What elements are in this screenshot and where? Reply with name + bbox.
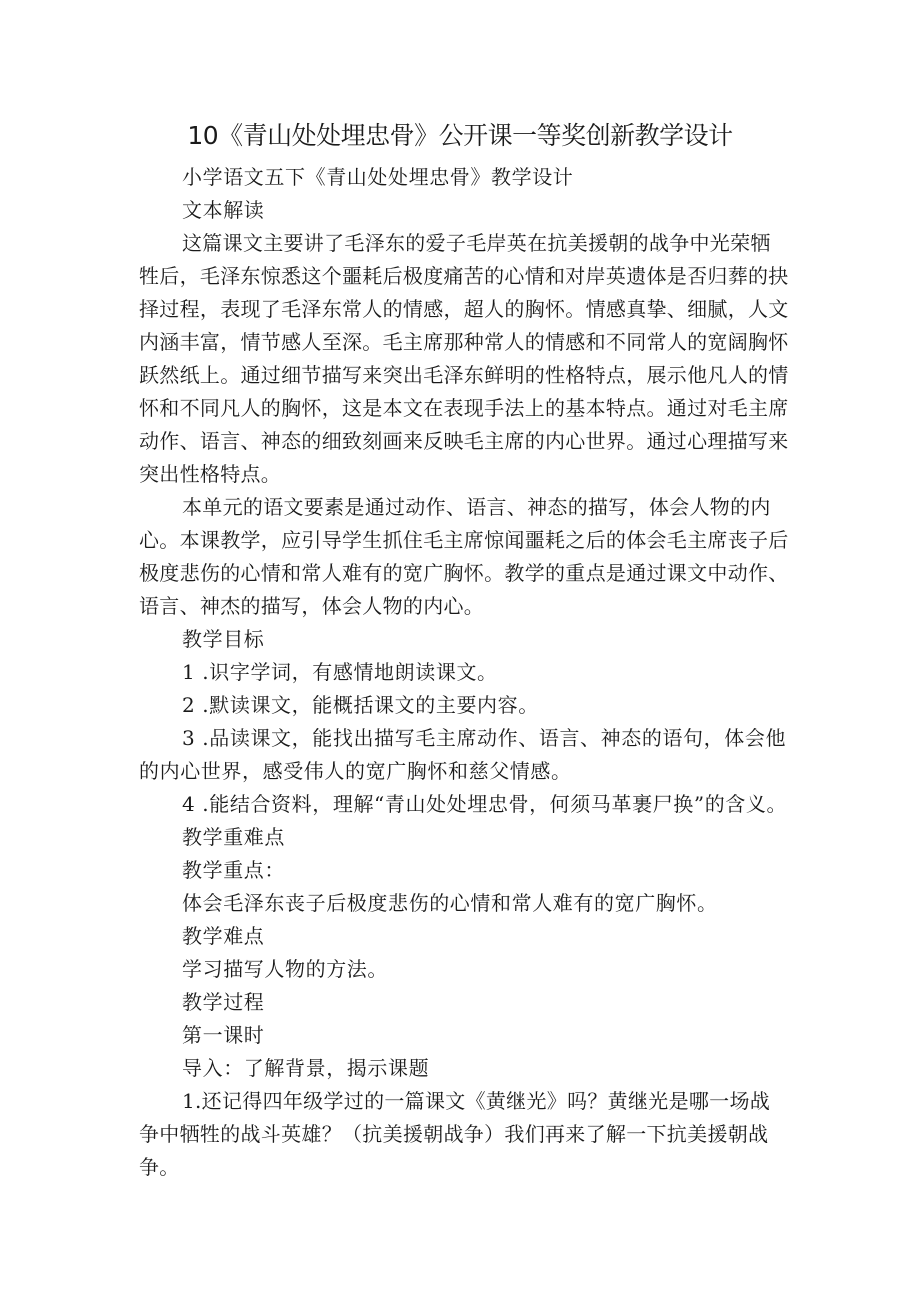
- section-heading-goals: 教学目标: [182, 627, 265, 651]
- section-heading-key-difficult: 教学重难点: [182, 825, 285, 849]
- difficult-points-text: 学习描写人物的方法。: [182, 957, 388, 981]
- key-points-label: 教学重点：: [182, 858, 285, 882]
- step-1-paragraph: 1.还记得四年级学过的一篇课文《黄继光》吗？黄继光是哪一场战争中牺牲的战斗英雄？（抗美援朝战争）我们再来了解一下抗美援朝战争。: [139, 1089, 771, 1179]
- goal-item-1: 1 .识字学词，有感情地朗读课文。: [182, 660, 498, 684]
- paragraph-text-analysis: 这篇课文主要讲了毛泽东的爱子毛岸英在抗美援朝的战争中光荣牺牲后，毛泽东惊悉这个噩耗后极度痛苦的心情和对岸英遗体是否归葬的抉择过程，表现了毛泽东常人的情感，超人的胸怀。情感真挚、细腻，人文内涵丰富，情节感人至深。毛主席那种常人的情感和不同常人的宽阔胸怀跃然纸上。通过细节描写来突出毛泽东鲜明的性格特点，展示他凡人的情怀和不同凡人的胸怀，这是本文在表现手法上的基本特点。通过对毛主席动作、语言、神态的细致刻画来反映毛主席的内心世界。通过心理描写来突出性格特点。: [139, 231, 789, 486]
- lesson-one-heading: 第一课时: [182, 1023, 265, 1047]
- intro-heading: 导入：了解背景，揭示课题: [182, 1056, 430, 1080]
- goal-item-4: 4 .能结合资料，理解“青山处处埋忠骨，何须马革裹尸换”的含义。: [182, 792, 788, 816]
- goal-item-3: 3 .品读课文，能找出描写毛主席动作、语言、神态的语句，体会他的内心世界，感受伟人的宽广胸怀和慈父情感。: [139, 726, 787, 783]
- section-heading-text-reading: 文本解读: [182, 198, 265, 222]
- key-points-text: 体会毛泽东丧子后极度悲伤的心情和常人难有的宽广胸怀。: [182, 891, 718, 915]
- difficult-points-label: 教学难点: [182, 924, 265, 948]
- goal-item-2: 2 .默读课文，能概括课文的主要内容。: [182, 693, 539, 717]
- document-body: [139, 161, 789, 1184]
- section-heading-process: 教学过程: [182, 990, 265, 1014]
- paragraph-unit-elements: 本单元的语文要素是通过动作、语言、神态的描写，体会人物的内心。本课教学，应引导学生抓住毛主席惊闻噩耗之后的体会毛主席丧子后极度悲伤的心情和常人难有的宽广胸怀。教学的重点是通过课文中动作、语言、神杰的描写，体会人物的内心。: [139, 495, 789, 618]
- subtitle: 小学语文五下《青山处处埋忠骨》教学设计: [182, 165, 574, 189]
- document-title: 10《青山处处埋忠骨》公开课一等奖创新教学设计: [187, 121, 733, 150]
